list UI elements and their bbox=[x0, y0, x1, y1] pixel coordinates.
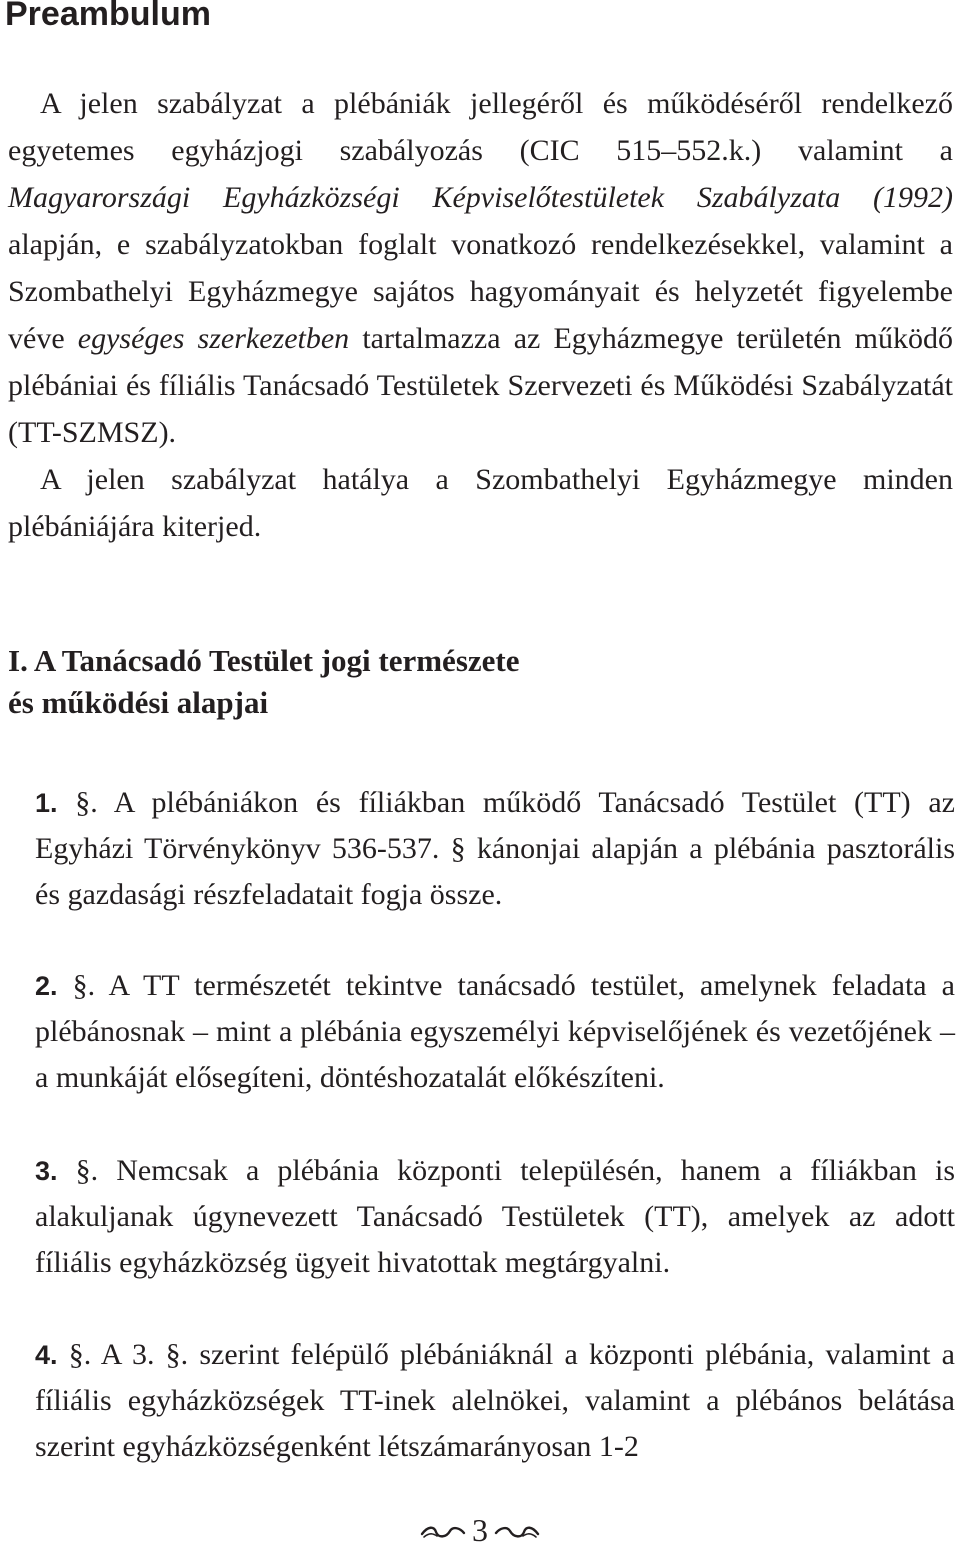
article-text: A 3. §. szerint felépülő plébániáknál a központi plébánia, valamint a fíliális egyházközségek TT-inek alelnökei, valamint a plébános belátása szerint egyházközségenként létszámarányosan 1-2 bbox=[35, 1338, 955, 1463]
preamble-paragraph-2: A jelen szabályzat hatálya a Szombathelyi Egyházmegye minden plébániájára kiterjed. bbox=[8, 463, 953, 543]
article-number: 2. bbox=[35, 971, 58, 1001]
article-text: A TT természetét tekintve tanácsadó testület, amelynek feladata a plébánosnak – mint a plébánia egyszemélyi képviselőjének és vezetőjének – a munkáját elősegíteni, döntéshozatalát előkészíteni. bbox=[35, 969, 955, 1094]
article-3 bbox=[35, 1148, 955, 1286]
article-text: A plébániákon és fíliákban működő Tanácsadó Testület (TT) az Egyházi Törvénykönyv 536-537. § kánonjai alapján a plébánia pasztorális és gazdasági részfeladatait fogja össze. bbox=[35, 786, 955, 911]
preamble-italic-regulation: Magyarországi Egyházközségi Képviselőtestületek Szabályzata (1992) bbox=[8, 181, 953, 214]
section-title-line-2: és működési alapjai bbox=[8, 685, 269, 720]
ornament-left-icon bbox=[420, 1512, 466, 1556]
article-text: Nemcsak a plébánia központi településén, hanem a fíliákban is alakuljanak úgynevezett Tanácsadó Testületek (TT), amelyek az adott fíliális egyházközség ügyeit hivatottak megtárgyalni. bbox=[35, 1154, 955, 1279]
section-mark: §. bbox=[68, 1338, 92, 1371]
section-title bbox=[8, 640, 520, 724]
section-title-line-1: I. A Tanácsadó Testület jogi természete bbox=[8, 643, 520, 678]
page-number: 3 bbox=[472, 1512, 488, 1548]
article-number: 1. bbox=[35, 788, 58, 818]
page-footer bbox=[0, 1508, 960, 1556]
preamble-paragraph-1 bbox=[8, 80, 953, 456]
article-4 bbox=[35, 1332, 955, 1470]
article-number: 4. bbox=[35, 1340, 58, 1370]
preamble-text-b: alapján, e szabályzatokban foglalt vonatkozó rendelkezésekkel, valamint a Szombathelyi Egyházmegye sajátos hagyományait és helyzetét figyelembe véve bbox=[8, 228, 953, 355]
section-mark: §. bbox=[75, 1154, 99, 1187]
section-mark: §. bbox=[72, 969, 96, 1002]
preamble-text-a: A jelen szabályzat a plébániák jellegéről és működéséről rendelkező egyetemes egyházjogi szabályozás (CIC 515–552.k.) valamint a bbox=[8, 87, 953, 167]
preamble-italic-structure: egységes szerkezetben bbox=[77, 322, 350, 355]
article-2 bbox=[35, 963, 955, 1101]
section-mark: §. bbox=[75, 786, 98, 819]
article-1 bbox=[35, 780, 955, 918]
preamble-heading: Preambulum bbox=[5, 0, 211, 33]
ornament-right-icon bbox=[494, 1512, 540, 1556]
preamble-text-c: tartalmazza az Egyházmegye területén működő plébániai és fíliális Tanácsadó Testületek Szervezeti és Működési Szabályzatát (TT-SZMSZ). bbox=[8, 322, 953, 449]
article-number: 3. bbox=[35, 1156, 58, 1186]
